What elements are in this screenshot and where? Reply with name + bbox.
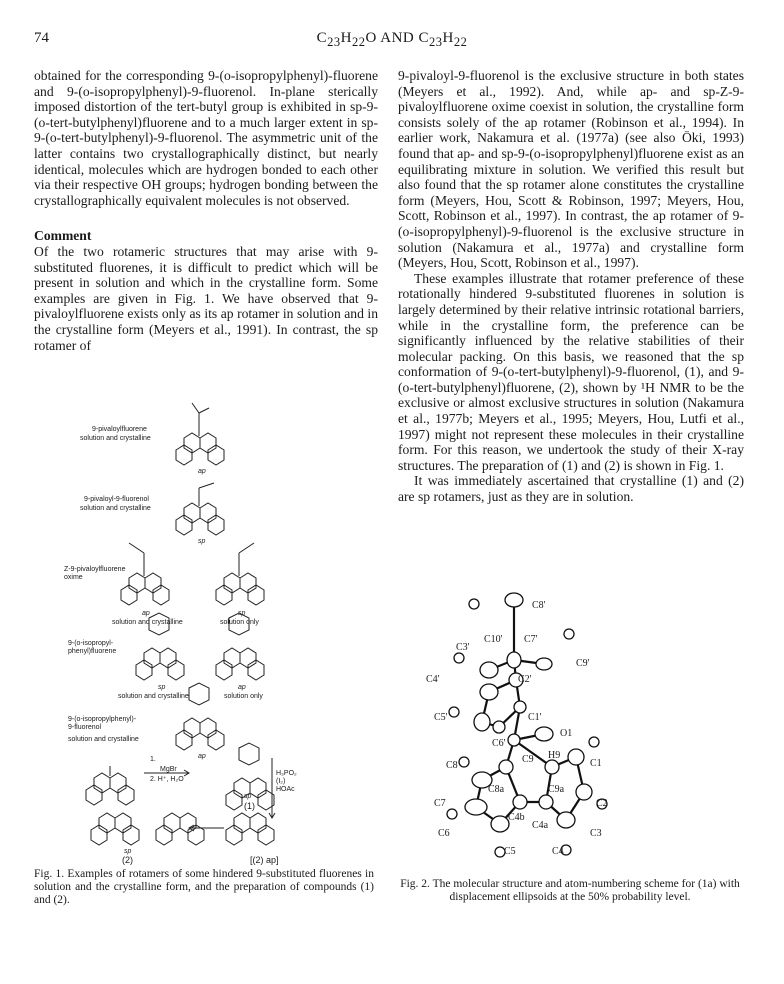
figure-2-caption: Fig. 2. The molecular structure and atom-numbering scheme for (1a) with displacement ellipsoids at the 50% probability level. <box>400 878 740 903</box>
label-pivaloylfluorene: 9-pivaloylfluorene <box>92 426 147 433</box>
atom-label-c3p: C3' <box>456 642 470 653</box>
label-ap-5: ap <box>198 753 206 760</box>
label-compound-1: (1) <box>244 801 255 811</box>
fluorenone-structure <box>86 766 134 805</box>
label-oxime: Z-9-pivaloylfluorene <box>64 566 126 573</box>
atom-label-c4p: C4' <box>426 674 440 685</box>
atom-label-c9: C9 <box>522 754 534 765</box>
label-reagent-4: H₃PO₂ <box>276 770 297 777</box>
right-paragraph-2: These examples illustrate that rotamer preference of these rotationally hindered 9-substituted fluorenes in solution is largely determined by their relative intrinsic rotational barriers, while in the crystalline form, the preference can be significantly influenced by the relative stabilities of their molecular packing. On this basis, we reasoned that the sp conformation of 9-(o-tert-butylphenyl)-9-fluorenol, (1), and 9-(o-tert-butylphenyl)fluorene, (2), shown by ¹H NMR to be the exclusive or almost exclusive structures in solution (Nakamura et al., 1977b; Meyers et al., 1995; Meyers, Hou, Lutfi et al., 1997) might not represent these molecules in their crystalline form. For this reason, we undertook the study of their X-ray structures. The preparation of (1) and (2) is shown in Fig. 1. <box>398 270 744 473</box>
atom-label-c2p: C2' <box>518 674 532 685</box>
label-sp-4: sp <box>158 684 166 691</box>
left-paragraph-2: Of the two rotameric structures that may arise with 9-substituted fluorenes, it is difficult to predict which will be present in solution and which in the crystalline form. Some examples are given in Fig. 1. We have observed that 9-pivaloylfluorene exists only as its ap rotamer in solution and in the crystalline form (Meyers et al., 1991). In contrast, the sp rotamer of <box>34 243 378 353</box>
atom-label-c9a: C9a <box>548 784 565 795</box>
label-reagent-3: 2. H⁺, H₂O <box>150 776 184 783</box>
label-oxime-2: oxime <box>64 574 83 581</box>
figure-1-drawing <box>64 388 354 858</box>
atom-label-c1p: C1' <box>528 712 542 723</box>
label-compound-2: (2) <box>122 855 133 865</box>
label-pivaloyl-fluorenol: 9-pivaloyl-9-fluorenol <box>84 496 149 503</box>
label-reagent-1: 1. <box>150 756 156 763</box>
atom-label-c6p: C6' <box>492 738 506 749</box>
atom-ellipsoids <box>447 593 607 857</box>
label-ap-4: ap <box>238 684 246 691</box>
fluorene-structure-4 <box>216 543 264 605</box>
label-sp-2: sp <box>198 538 206 545</box>
product-2-ap-structure <box>226 813 274 845</box>
label-reagent-6: HOAc <box>276 786 295 793</box>
label-sp-product-1: sp <box>244 793 252 800</box>
fluorene-structure-1 <box>176 403 224 465</box>
atom-label-c4: C4 <box>552 846 564 857</box>
atom-label-c5: C5 <box>504 846 516 857</box>
label-ap-1: ap <box>198 468 206 475</box>
atom-label-h9: H9 <box>548 750 561 761</box>
label-solution-only-3: solution only <box>220 619 259 626</box>
figure-1-caption: Fig. 1. Examples of rotamers of some hindered 9-substituted fluorenes in solution and the crystalline form, and the preparation of compounds (1) and (2). <box>34 868 374 906</box>
label-isopropylphenyl-fluorene-2: phenyl)fluorene <box>68 648 117 655</box>
label-reagent-5: (I₂) <box>276 778 286 785</box>
left-column <box>34 68 378 353</box>
page-number: 74 <box>34 30 49 46</box>
label-solution-crystalline-1: solution and crystalline <box>80 435 151 442</box>
atom-label-c7: C7 <box>434 798 446 809</box>
atom-label-c9p: C9' <box>576 658 590 669</box>
figure-1-scheme <box>64 388 354 865</box>
right-paragraph-3: It was immediately ascertained that crystalline (1) and (2) are sp rotamers, just as they are in solution. <box>398 473 744 505</box>
atom-label-c5p: C5' <box>434 712 448 723</box>
fluorene-structure-2 <box>176 483 224 535</box>
label-solution-crystalline-3: solution and crystalline <box>112 619 183 626</box>
running-title: $C_{23}H_{22}O$ AND $C_{23}H_{22}$ <box>316 30 468 49</box>
right-column <box>398 68 744 505</box>
atom-label-c4a: C4a <box>532 820 549 831</box>
figure-2-ortep <box>404 562 624 862</box>
left-paragraph-1: obtained for the corresponding 9-(o-isopropylphenyl)-fluorene and 9-(o-isopropylphenyl)-9-fluorenol. In-plane sterically imposed distortion of the tert-butyl group is exhibited in sp-9-(o-tert-butylphenyl)fluorene and to a much larger extent in sp-9-(o-tert-butylphenyl)-9-fluorenol. The asymmetric unit of the latter contains two crystallographically distinct, but nearly identical, molecules which are hydrogen bonded to each other via their respective OH groups; hydrogen bonding between the crystallographically equivalent molecules is not observed. <box>34 68 378 208</box>
atom-label-c8p: C8' <box>532 600 546 611</box>
label-solution-only-4: solution only <box>224 693 263 700</box>
label-solution-crystalline-4: solution and crystalline <box>118 693 189 700</box>
atom-label-c7p: C7' <box>524 634 538 645</box>
label-reagent-2: MgBr <box>160 766 177 773</box>
label-isopropylphenyl-fluorenol: 9-(o-isopropylphenyl)- <box>68 716 137 723</box>
atom-label-c1: C1 <box>590 758 602 769</box>
atom-label-o1: O1 <box>560 728 573 739</box>
atom-label-c8: C8 <box>446 760 458 771</box>
right-paragraph-1: 9-pivaloyl-9-fluorenol is the exclusive structure in both states (Meyers et al., 1992). And, while ap- and sp-Z-9-pivaloylfluorene oxime coexist in solution, the crystalline form consists solely of the ap rotamer (Robinson et al., 1994). In earlier work, Nakamura et al. (1977a) (see also Ōki, 1993) found that ap- and sp-9-(o-isopropylphenyl)fluorene exist as an equilibrating mixture in solution. We verified this result but also found that the sp rotamer alone constitutes the crystalline form (Meyers, Hou, Scott & Robinson, 1997; Meyers, Hou, Scott, Robinson et al., 1997). In contrast, the ap rotamer of 9-(o-isopropylphenyl)-9-fluorenol is the exclusive structure in solution (Nakamura et al., 1977a) and crystalline form (Meyers, Hou, Scott, Robinson et al., 1997). <box>398 68 744 271</box>
fluorene-structure-3 <box>121 543 169 605</box>
label-solution-crystalline-2: solution and crystalline <box>80 505 151 512</box>
label-isopropylphenyl-fluorene: 9-(o-isopropyl- <box>68 640 114 647</box>
product-2-alt-structure <box>156 813 204 845</box>
atom-label-c6: C6 <box>438 828 450 839</box>
label-solution-crystalline-5: solution and crystalline <box>68 736 139 743</box>
atom-label-c3: C3 <box>590 828 602 839</box>
atom-label-c4b: C4b <box>508 812 525 823</box>
section-heading-comment: Comment <box>34 228 92 244</box>
label-isopropylphenyl-fluorenol-2: 9-fluorenol <box>68 724 102 731</box>
atom-label-c2: C2 <box>596 798 608 809</box>
label-ap-3: ap <box>142 610 150 617</box>
label-compound-2-ap: [(2) ap] <box>250 855 279 865</box>
atom-label-c8a: C8a <box>488 784 505 795</box>
label-sp-product-2: sp <box>124 848 132 855</box>
product-2-sp-structure <box>91 813 139 845</box>
atom-label-c10p: C10' <box>484 634 503 645</box>
label-sp-3: sp <box>238 610 246 617</box>
